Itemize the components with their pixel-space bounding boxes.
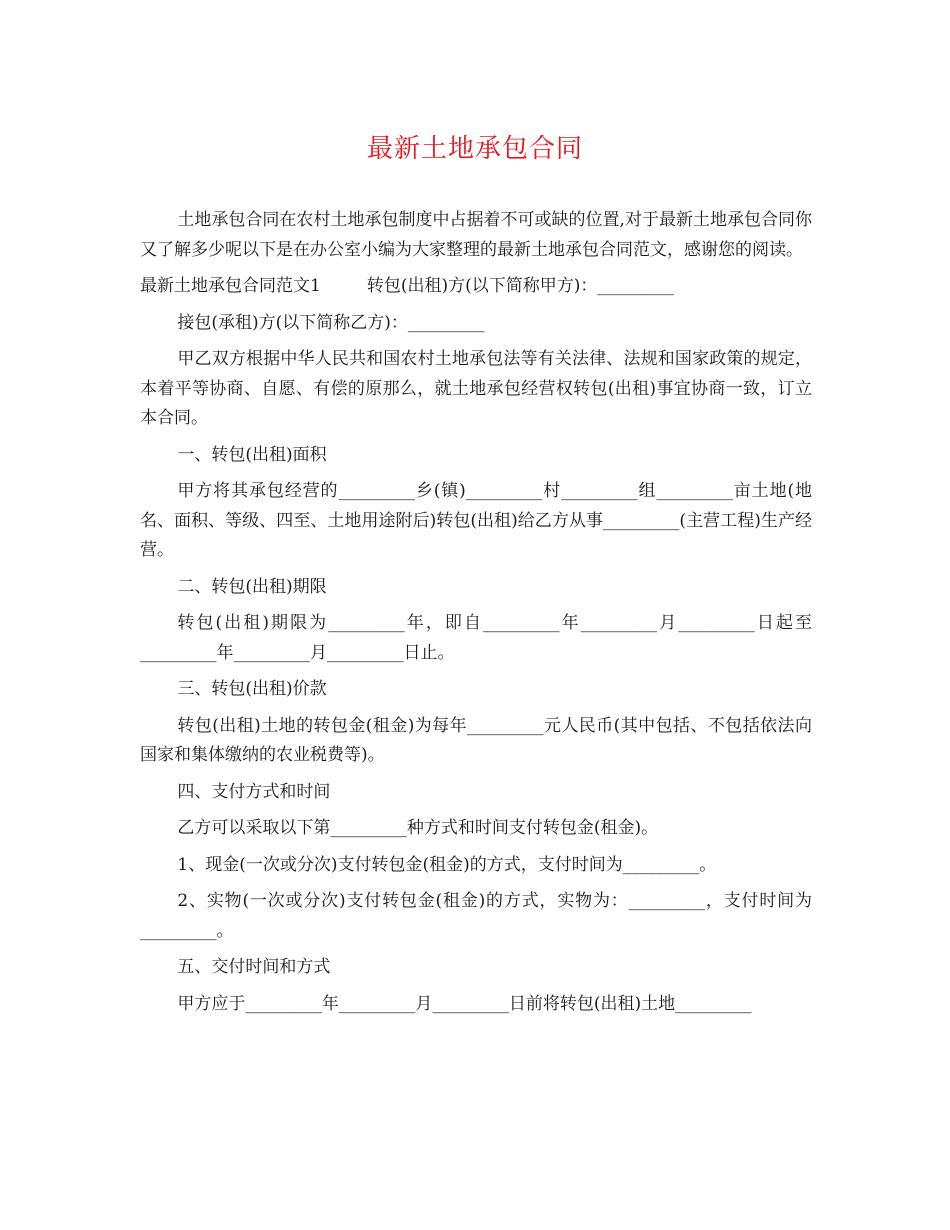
sample-heading-line — [140, 272, 812, 302]
section-3-body: 转包(出租)土地的转包金(租金)为每年_________元人民币(其中包括、不包括依法向国家和集体缴纳的农业税费等)。 — [140, 715, 812, 765]
section-4-body: 乙方可以采取以下第_________种方式和时间支付转包金(租金)。 — [177, 818, 659, 838]
section-1-heading: 一、转包(出租)面积 — [177, 444, 327, 465]
party-a-line: 转包(出租)方(以下简称甲方)：_________ — [366, 276, 674, 296]
section-5-body: 甲方应于_________年_________月_________日前将转包(出租)土地_________ — [177, 993, 752, 1014]
section-3-heading: 三、转包(出租)价款 — [177, 679, 327, 699]
intro-paragraph: 土地承包合同在农村土地承包制度中占据着不可或缺的位置,对于最新土地承包合同你又了解多少呢以下是在办公室小编为大家整理的最新土地承包合同范文，感谢您的阅读。 — [140, 210, 812, 260]
section-5-heading: 五、交付时间和方式 — [177, 957, 331, 977]
section-4-item-2: 2、实物(一次或分次)支付转包金(租金)的方式，实物为：_________，支付时间为_________。 — [140, 891, 812, 941]
document-body — [140, 206, 812, 1026]
section-2-heading: 二、转包(出租)期限 — [177, 576, 327, 597]
sample-label: 最新土地承包合同范文1 — [140, 276, 321, 296]
document-title: 最新土地承包合同 — [366, 134, 583, 164]
section-1-body: 甲方将其承包经营的_________乡(镇)_________村_________组_________亩土地(地名、面积、等级、四至、土地用途附后)转包(出租)给乙方从事_________(主营工程)生产经营。 — [140, 481, 812, 560]
section-2-body: 转包(出租)期限为_________年，即自_________年_________月_________日起至_________年_________月_________日止。 — [140, 613, 812, 663]
section-4-item-1: 1、现金(一次或分次)支付转包金(租金)的方式，支付时间为_________。 — [177, 854, 717, 875]
preamble-paragraph: 甲乙双方根据中华人民共和国农村土地承包法等有关法律、法规和国家政策的规定，本着平等协商、自愿、有偿的原那么，就土地承包经营权转包(出租)事宜协商一致，订立本合同。 — [140, 349, 812, 428]
party-b-line: 接包(承租)方(以下简称乙方)：_________ — [177, 312, 485, 333]
section-4-heading: 四、支付方式和时间 — [177, 781, 331, 802]
